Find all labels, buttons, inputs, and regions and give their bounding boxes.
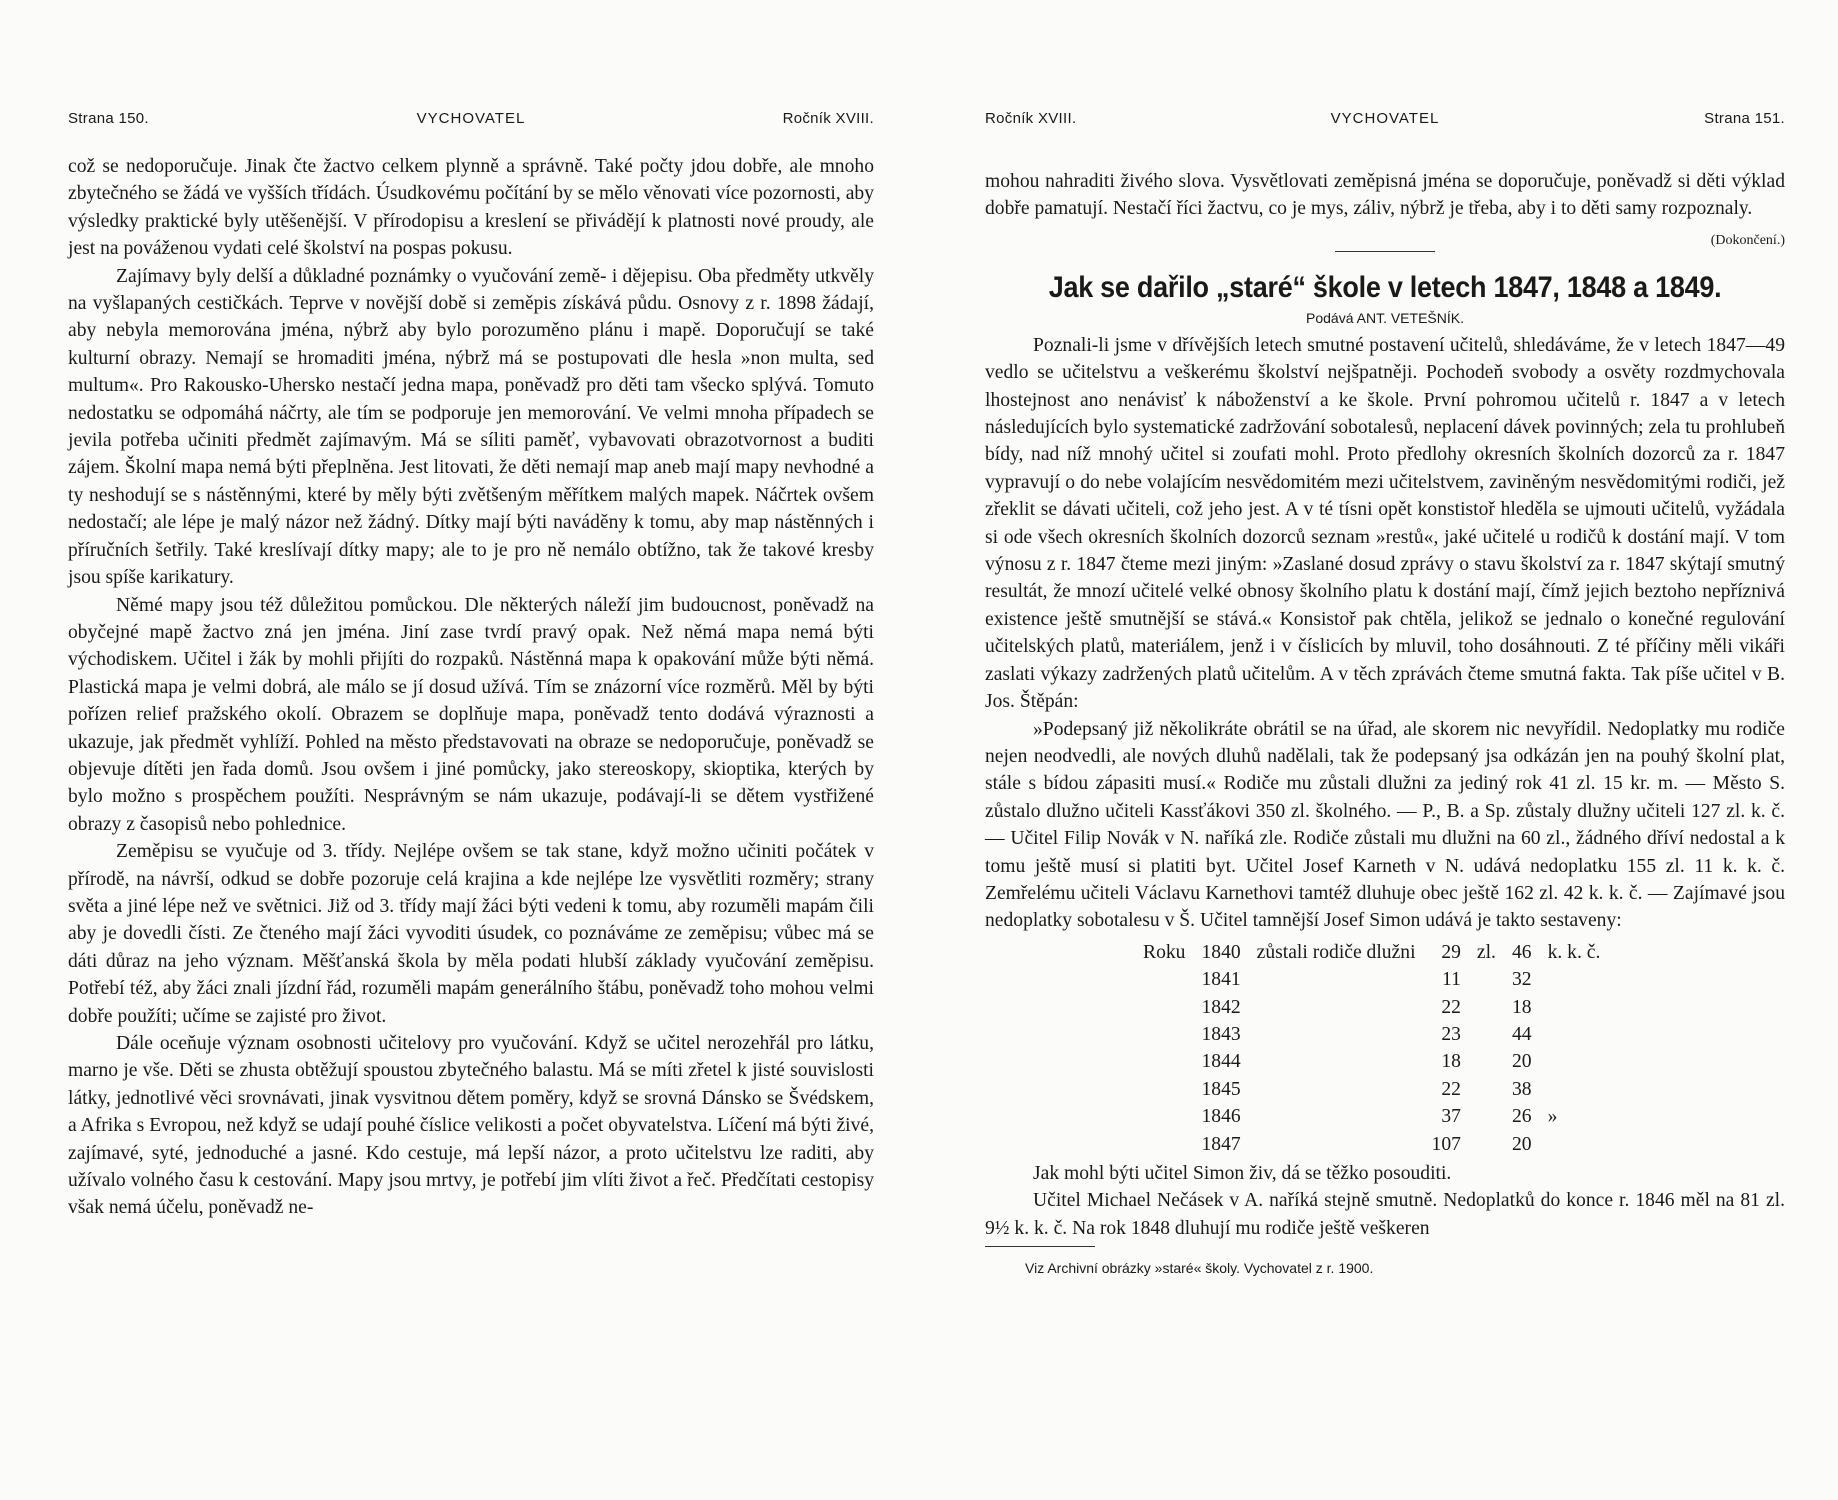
table-row	[1135, 1076, 1608, 1103]
cell-phrase	[1249, 1076, 1424, 1103]
cell-kr: 18	[1511, 996, 1532, 1018]
cell-unit-zl	[1469, 1021, 1504, 1048]
cell-unit-zl	[1469, 1103, 1504, 1130]
table-row	[1135, 1021, 1608, 1048]
cell-year: 1840	[1201, 941, 1241, 963]
journal-title: VYCHOVATEL	[416, 110, 526, 127]
volume-label: Ročník XVIII.	[782, 110, 874, 127]
right-body-text	[985, 168, 1785, 1277]
footnote-rule	[985, 1246, 1095, 1247]
cell-unit-zl	[1469, 966, 1504, 993]
cell-kr: 20	[1511, 1051, 1532, 1073]
footnote: Viz Archivní obrázky »staré« školy. Vychovatel z r. 1900.	[1025, 1260, 1374, 1277]
cell-zl: 107	[1431, 1133, 1461, 1155]
table-row	[1135, 966, 1608, 993]
cell-kr: 20	[1511, 1133, 1532, 1155]
continuation-text: mohou nahraditi živého slova. Vysvětlovati zeměpisná jména se doporučuje, poněvadž si děti výklad dobře pamatují. Nestačí říci žactvu, co je mys, záliv, nýbrž je třeba, aby i to děti samy rozpoznaly.	[985, 171, 1785, 220]
paragraph: Němé mapy jsou též důležitou pomůckou. Dle některých náleží jim budoucnost, poněvadž na obyčejné mapě žactvo zná jen jména. Jiní zase tvrdí pravý opak. Než němá mapa nemá býti východiskem. Učitel i žák by mohli přijíti do rozpaků. Nástěnná mapa k opakování může býti němá. Plastická mapa je velmi dobrá, ale málo se jí dosud užívá. Tím se znázorní více rozměrů. Měl by býti pořízen relief pražského okolí. Obrazem se doplňuje mapa, poněvadž tento dodává výraznosti a ukazuje, jak předmět vyhlíží. Pohled na město představovati na obraze se nedoporučuje, poněvadž se objevuje dítěti jen řada domů. Jsou ovšem i jiné pomůcky, jako stereoskopy, skioptika, kterých by bylo možno s prospěchem použíti. Nesprávným se nám ukazuje, podávají-li se dětem vystřižené obrazy z časopisů nebo pohlednice.	[68, 594, 874, 835]
continuation-paragraph	[985, 168, 1785, 248]
cell-phrase	[1249, 994, 1424, 1021]
cell-lead	[1135, 966, 1193, 993]
cell-phrase	[1249, 1103, 1424, 1130]
cell-zl: 22	[1441, 996, 1461, 1018]
page-number: Strana 151.	[1704, 110, 1785, 127]
article-byline: Podává ANT. VETEŠNÍK.	[1306, 309, 1464, 326]
right-page	[985, 0, 1785, 1500]
cell-lead: Roku	[1143, 941, 1186, 963]
cell-unit-kkc	[1540, 1021, 1609, 1048]
paragraph: což se nedoporučuje. Jinak čte žactvo celkem plynně a správně. Také počty jdou dobře, ale mnoho zbytečného se žádá ve vyšších třídách. Úsudkovému počítání by se mělo věnovati více pozornosti, aby výsledky praktické byly utěšenější. V přírodopisu a kreslení se přivádějí k platnosti nové proudy, ale jest na pováženou vydati celé školství na pospas pokusu.	[68, 156, 874, 260]
cell-unit-kkc	[1540, 994, 1609, 1021]
cell-unit-kkc	[1540, 1076, 1609, 1103]
cell-unit-zl: zl.	[1476, 941, 1496, 963]
cell-unit-kkc	[1540, 1048, 1609, 1075]
running-head-left	[68, 110, 874, 134]
page-number: Strana 150.	[68, 110, 149, 127]
left-body-text	[68, 153, 874, 1222]
cell-unit-zl	[1469, 1048, 1504, 1075]
cell-unit-zl	[1469, 1131, 1504, 1158]
cell-phrase	[1249, 966, 1424, 993]
cell-kr: 26	[1511, 1106, 1532, 1128]
cell-year: 1847	[1201, 1133, 1241, 1155]
journal-title: VYCHOVATEL	[1330, 110, 1440, 127]
cell-kr: 38	[1511, 1078, 1532, 1100]
paragraph: Jak mohl býti učitel Simon živ, dá se těžko posouditi.	[1033, 1163, 1452, 1184]
cell-zl: 37	[1441, 1106, 1461, 1128]
cell-unit-zl	[1469, 1076, 1504, 1103]
cell-lead	[1135, 1021, 1193, 1048]
cell-year: 1841	[1201, 969, 1241, 991]
cell-year: 1842	[1201, 996, 1241, 1018]
paragraph: Zajímavy byly delší a důkladné poznámky o vyučování země- i dějepisu. Oba předměty utkvěly na vyšlapaných cestičkách. Teprve v novější době si zeměpis získává půdu. Osnovy z r. 1898 žádají, aby nebyla memorována jména, nýbrž aby bylo porozuměno plánu i mapě. Doporučují se také kulturní obrazy. Nemají se hromaditi jména, nýbrž má se postupovati dle hesla »non multa, sed multum«. Pro Rakousko-Uhersko nestačí jedna mapa, poněvadž pro děti tam všecko splývá. Tomuto nedostatku se odpomáhá náčrty, ale tím se podporuje jen memorování. Ve velmi mnoha případech se jevila potřeba učiniti předmět zajímavým. Má se síliti paměť, vybavovati obrazotvornost a buditi zájem. Školní mapa nemá býti přeplněna. Jest litovati, že děti nemají map aneb mají mapy nevhodné a ty neshodují se s nástěnnými, které by měly býti zvětšeným měřítkem malých mapek. Náčrtek ovšem nedostačí; ale lépe je malý názor než žádný. Dítky mají býti naváděny k tomu, aby map nástěnných i příručních šetřily. Také kreslívají dítky mapy; ale to je pro ně nemálo obtížno, tak že takové kresby jsou spíše karikatury.	[68, 265, 874, 589]
paragraph: Dále oceňuje význam osobnosti učitelovy pro vyučování. Když se učitel nerozehřál pro látku, marno je vše. Děti se zhusta obtěžují spoustou zbytečného balastu. Má se míti zřetel k jisté souvislosti látky, jednotlivé věci srovnávati, jinak vysvitnou dětem poměry, když se srovná Dánsko se Švédskem, a Afrika s Evropou, než když se udají pouhé číslice velikosti a počet obyvatelstva. Líčení má býti živé, zajímavé, syté, jednoduché a jasné. Kdo cestuje, má lepší názor, a proto učitelstvu lze raditi, aby užívalo volného času k cestování. Mapy jsou mrtvy, je potřebí jim vlíti život a řeč. Předčítati cestopisy však nemá účelu, poněvadž ne-	[68, 1033, 874, 1219]
cell-unit-zl	[1469, 994, 1504, 1021]
volume-label: Ročník XVIII.	[985, 110, 1077, 127]
paragraph: »Podepsaný již několikráte obrátil se na úřad, ale skorem nic nevyřídil. Nedoplatky mu rodiče nejen neodvedli, ale nových dluhů nadělali, tak že podepsaný jsa odkázán jen na pouhý školní plat, stále s bídou zápasiti musí.« Rodiče mu zůstali dlužni za jediný rok 41 zl. 15 kr. m. — Město S. zůstalo dlužno učiteli Kassťákovi 350 zl. školného. — P., B. a Sp. zůstaly dlužny učiteli 127 zl. k. č. — Učitel Filip Novák v N. naříká zle. Rodiče zůstali mu dlužni na 60 zl., žádného dříví nedostal a k tomu ještě musí si platiti byt. Učitel Josef Karneth v N. udává nedoplatku 155 zl. 11 k. k. č. Zemřelému učiteli Václavu Karnethovi tamtéž dluhuje obec ještě 162 zl. 42 k. k. č. — Zajímavé jsou nedoplatky sobotalesu v Š. Učitel tamnější Josef Simon udává je takto sestaveny:	[985, 718, 1785, 932]
paragraph: Zeměpisu se vyučuje od 3. třídy. Nejlépe ovšem se tak stane, když možno učiniti počátek v přírodě, na návrší, odkud se dobře pozoruje celá krajina a kde nejlépe lze vysvětliti rozměry; strany světa a jiné lépe než ve světnici. Již od 3. třídy mají žáci býti vedeni k tomu, aby rozuměli mapám čili aby je dovedli čísti. Ze čteného mají žáci vyvoditi úsudek, co poznáváme ze zeměpisu; vůbec má se dáti důraz na jeho význam. Měšťanská škola by měla podati hlubší základy vyučování zeměpisu. Potřebí též, aby žáci znali jízdní řád, rozuměli mapám generálního štábu, poněvadž toho mohou velmi dobře použíti; učíme se zajisté pro život.	[68, 841, 874, 1027]
table-row	[1135, 1048, 1608, 1075]
cell-lead	[1135, 1048, 1193, 1075]
cell-phrase	[1249, 1048, 1424, 1075]
cell-phrase	[1249, 1131, 1424, 1158]
table-row	[1135, 994, 1608, 1021]
cell-kr: 32	[1511, 969, 1532, 991]
cell-zl: 18	[1441, 1051, 1461, 1073]
cell-lead	[1135, 994, 1193, 1021]
paragraph: Poznali-li jsme v dřívějších letech smutné postavení učitelů, shledáváme, že v letech 1847—49 vedlo se učitelstvu a veškerému školství nejšpatněji. Pochodeň svobody a osvěty rozdmychovala lhostejnost ano nenávisť k náboženství a ke škole. První pohromou učitelů r. 1847 a v letech následujících bylo systematické zadržování sobotalesů, neplacení dávek povinných; zela tu prohlubeň bídy, nad níž mnohý učitel si zoufati mohl. Proto předlohy okresních školních dozorců za r. 1847 vypravují o do nebe volajícím nesvědomitém mezi učitelstvem, zaviněným nesvědomitými rodiči, jež zřeklit se dávati učiteli, což jeho jest. A v té tísni opět konstistoř hleděla se ujmouti učitelů, vyžádala si ode všech okresních školních dozorců seznam »restů«, jaké učitelé u rodičů k dostání mají. V tom výnosu z r. 1847 čteme mezi jiným: »Zaslané dosud zprávy o stavu školství za r. 1847 skýtají smutný resultát, že mnozí učitelé velké obnosy školního platu k dostání mají, čímž jejich beztoho nepříznivá existence ještě smutnější se stává.« Konsistoř pak chtěla, jelikož se jednalo o konečné regulování učitelských platů, materiálem, jenž i v číslicích by mluvil, toho dosáhnouti. Z té příčiny měli vikáři zaslati výkazy zadržených platů učitelům. A v těch zprávách čteme smutná fakta. Tak píše učitel v B. Jos. Štěpán:	[985, 334, 1785, 713]
cell-unit-kkc	[1540, 1131, 1609, 1158]
cell-year: 1846	[1201, 1106, 1241, 1128]
running-head-right	[985, 110, 1785, 134]
table-row	[1135, 1131, 1608, 1158]
cell-year: 1843	[1201, 1023, 1241, 1045]
paragraph: Učitel Michael Nečásek v A. naříká stejně smutně. Nedoplatků do konce r. 1846 měl na 81 zl. 9½ k. k. č. Na rok 1848 dluhují mu rodiče ještě veškeren	[985, 1190, 1785, 1239]
left-page	[68, 0, 874, 1500]
cell-phrase: zůstali rodiče dlužni	[1256, 941, 1416, 963]
cell-phrase	[1249, 1021, 1424, 1048]
cell-unit-kkc: k. k. č.	[1547, 941, 1601, 963]
cell-year: 1844	[1201, 1051, 1241, 1073]
arrears-table	[1135, 939, 1608, 1158]
cell-kr: 46	[1511, 941, 1532, 963]
cell-lead	[1135, 1131, 1193, 1158]
cell-unit-kkc: »	[1547, 1106, 1558, 1128]
cell-lead	[1135, 1076, 1193, 1103]
table-row	[1135, 1103, 1608, 1130]
cell-zl: 22	[1441, 1078, 1461, 1100]
cell-kr: 44	[1511, 1023, 1532, 1045]
cell-zl: 11	[1442, 969, 1461, 991]
cell-lead	[1135, 1103, 1193, 1130]
article-title: Jak se dařilo „staré“ škole v letech 1847, 1848 a 1849.	[1048, 270, 1722, 304]
cell-year: 1845	[1201, 1078, 1241, 1100]
cell-unit-kkc	[1540, 966, 1609, 993]
table-row	[1135, 939, 1608, 966]
cell-zl: 23	[1441, 1023, 1461, 1045]
cell-zl: 29	[1441, 941, 1461, 963]
conclusion-mark: (Dokončení.)	[1710, 232, 1785, 248]
section-divider	[1335, 251, 1435, 252]
